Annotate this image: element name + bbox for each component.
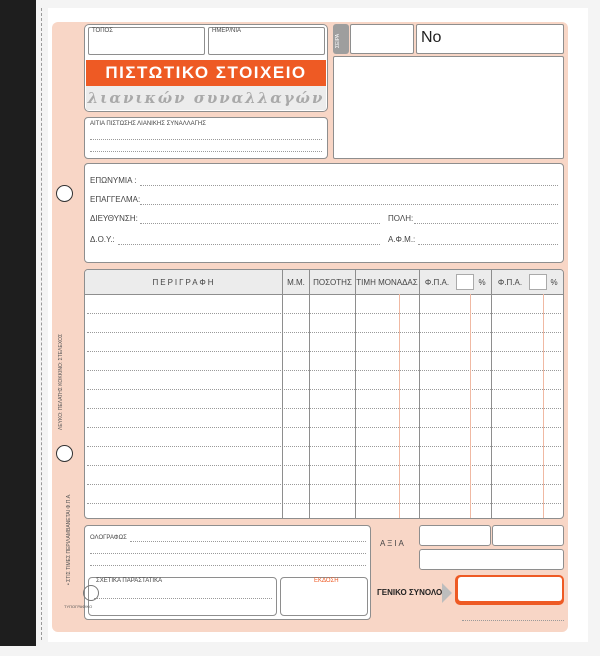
col-vat1: Φ.Π.Α. bbox=[424, 277, 450, 287]
in-words-line-3[interactable] bbox=[90, 565, 366, 566]
col-unit-price: ΤΙΜΗ ΜΟΝΑΔΑΣ bbox=[356, 277, 418, 287]
reason-line-2 bbox=[90, 151, 322, 152]
col-vat1-pct: % bbox=[478, 277, 486, 287]
col-vat2: Φ.Π.Α. bbox=[497, 277, 523, 287]
document-subtitle: λιανικών συναλλαγών bbox=[86, 86, 326, 110]
reason-line-1 bbox=[90, 139, 322, 140]
subtotal-field[interactable] bbox=[419, 549, 564, 570]
tax-office-label: Δ.Ο.Υ.: bbox=[90, 235, 115, 244]
col-sep-vat1 bbox=[419, 270, 420, 518]
vat1-rate-field[interactable] bbox=[456, 274, 474, 290]
col-vat2-pct: % bbox=[550, 277, 558, 287]
col-sep-price-cents bbox=[399, 294, 400, 518]
in-words-line-2[interactable] bbox=[90, 553, 366, 554]
city-label: ΠΟΛΗ: bbox=[388, 214, 414, 223]
value-field[interactable] bbox=[419, 525, 491, 546]
col-sep-vat2 bbox=[491, 270, 492, 518]
address-label: ΔΙΕΥΘΥΝΣΗ: bbox=[90, 214, 138, 223]
in-words-label: ΟΛΟΓΡΑΦΩΣ bbox=[90, 535, 127, 541]
grand-total-label: ΓΕΝΙΚΟ ΣΥΝΟΛΟ bbox=[377, 588, 443, 597]
col-description: ΠΕΡΙΓΡΑΦΗ bbox=[152, 277, 216, 287]
series-tag: ΣΕΙΡΑ bbox=[335, 33, 341, 48]
issue-label: ΕΚΔΟΣΗ bbox=[314, 578, 339, 584]
profession-line[interactable] bbox=[140, 204, 558, 205]
in-words-line-1[interactable] bbox=[130, 541, 366, 542]
customer-box bbox=[84, 163, 564, 263]
side-note-copies: ΛΕΥΚΟ: ΠΕΛΑΤΗΣ ΚΟΚΚΙΝΟ: ΣΤΕΛΕΧΟΣ bbox=[58, 333, 64, 430]
date-label: ΗΜΕΡ/ΝΙΑ bbox=[212, 28, 242, 34]
profession-label: ΕΠΑΓΓΕΛΜΑ: bbox=[90, 195, 141, 204]
table-row bbox=[87, 351, 561, 352]
document-title: ΠΙΣΤΩΤΙΚΟ ΣΤΟΙΧΕΙΟ bbox=[86, 60, 326, 86]
grand-total-arrow-icon bbox=[442, 583, 452, 603]
brand-name: ΤΥΠΟΓΡΑΦΙΚΟ bbox=[64, 604, 93, 609]
value-label: Α Ξ Ι Α bbox=[380, 539, 404, 548]
city-line[interactable] bbox=[414, 223, 558, 224]
reason-label: ΑΙΤΙΑ ΠΙΣΤΩΣΗΣ ΛΙΑΝΙΚΗΣ ΣΥΝΑΛΛΑΓΗΣ bbox=[90, 121, 206, 127]
name-label: ΕΠΩΝΥΜΙΑ : bbox=[90, 176, 137, 185]
table-row bbox=[87, 332, 561, 333]
table-row bbox=[87, 370, 561, 371]
perforation-line bbox=[41, 8, 42, 640]
col-sep-unit bbox=[282, 270, 283, 518]
punch-hole-top bbox=[56, 185, 73, 202]
related-docs-line bbox=[94, 598, 272, 599]
side-note-vat: • ΣΤΙΣ ΤΙΜΕΣ ΠΕΡΙΛΑΜΒΑΝΕΤΑΙ Φ.Π.Α. bbox=[66, 493, 72, 585]
binding-spine bbox=[0, 0, 36, 646]
number-label: No bbox=[421, 29, 442, 46]
brand-logo-icon bbox=[83, 585, 99, 601]
col-sep-vat2-cents bbox=[543, 294, 544, 518]
col-sep-price bbox=[355, 270, 356, 518]
punch-hole-bottom bbox=[56, 445, 73, 462]
address-line[interactable] bbox=[140, 223, 380, 224]
items-table bbox=[84, 269, 564, 519]
name-line[interactable] bbox=[140, 185, 558, 186]
table-row bbox=[87, 484, 561, 485]
table-row bbox=[87, 427, 561, 428]
col-sep-vat1-cents bbox=[470, 294, 471, 518]
signature-line bbox=[462, 620, 564, 621]
grand-total-field[interactable] bbox=[458, 577, 562, 601]
issuer-box bbox=[333, 56, 564, 159]
col-sep-qty bbox=[309, 270, 310, 518]
related-docs-label: ΣΧΕΤΙΚΑ ΠΑΡΑΣΤΑΤΙΚΑ bbox=[96, 578, 163, 584]
vat2-rate-field[interactable] bbox=[529, 274, 547, 290]
series-field[interactable] bbox=[350, 24, 414, 54]
table-row bbox=[87, 465, 561, 466]
vat-value-field[interactable] bbox=[492, 525, 564, 546]
col-unit: Μ.Μ. bbox=[287, 277, 305, 287]
vat-number-line[interactable] bbox=[418, 244, 558, 245]
table-row bbox=[87, 408, 561, 409]
col-quantity: ΠΟΣΟΤΗΣ bbox=[313, 277, 352, 287]
tax-office-line[interactable] bbox=[118, 244, 380, 245]
table-row bbox=[87, 446, 561, 447]
place-label: ΤΟΠΟΣ bbox=[92, 28, 113, 34]
table-row bbox=[87, 313, 561, 314]
vat-number-label: Α.Φ.Μ.: bbox=[388, 235, 416, 244]
table-row bbox=[87, 389, 561, 390]
table-row bbox=[87, 503, 561, 504]
